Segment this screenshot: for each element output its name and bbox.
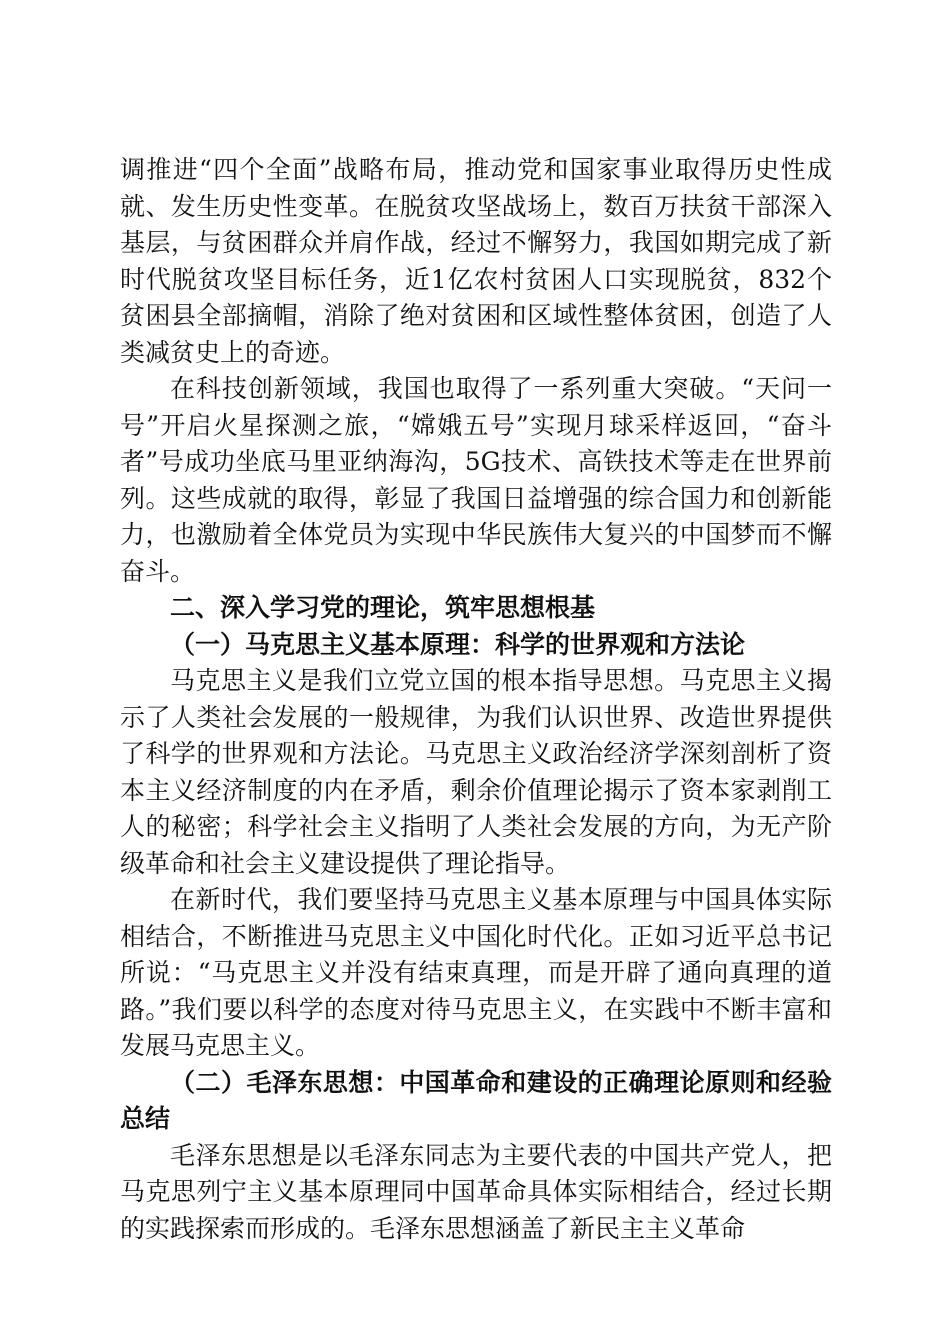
paragraph-mao-thought: 毛泽东思想是以毛泽东同志为主要代表的中国共产党人，把马克思列宁主义基本原理同中国革命具体实际相结合，经过长期的实践探索而形成的。毛泽东思想涵盖了新民主主义革命 [120, 1140, 832, 1243]
paragraph-tech-innovation: 在科技创新领域，我国也取得了一系列重大突破。“天问一号”开启火星探测之旅，“嫦娥五号”实现月球采样返回，“奋斗者”号成功坐底马里亚纳海沟，5G技术、高铁技术等走在世界前列。这些成就的取得，彰显了我国日益增强的综合国力和创新能力，也激励着全体党员为实现中华民族伟大复兴的中国梦而不懈奋斗。 [120, 374, 832, 586]
section-heading: 二、深入学习党的理论，筑牢思想根基 [170, 593, 596, 622]
paragraph-marxism-principles: 马克思主义是我们立党立国的根本指导思想。马克思主义揭示了人类社会发展的一般规律，为我们认识世界、改造世界提供了科学的世界观和方法论。马克思主义政治经济学深刻剖析了资本主义经济制度的内在矛盾，剩余价值理论揭示了资本家剥削工人的秘密；科学社会主义指明了人类社会发展的方向，为无产阶级革命和社会主义建设提供了理论指导。 [120, 666, 832, 878]
subsection-heading-mao-thought: （二）毛泽东思想：中国革命和建设的正确理论原则和经验总结 [120, 1067, 832, 1133]
paragraph-poverty-alleviation: 调推进“四个全面”战略布局，推动党和国家事业取得历史性成就、发生历史性变革。在脱贫攻坚战场上，数百万扶贫干部深入基层，与贫困群众并肩作战，经过不懈努力，我国如期完成了新时代脱贫攻坚目标任务，近1亿农村贫困人口实现脱贫，832个贫困县全部摘帽，消除了绝对贫困和区域性整体贫困，创造了人类减贫史上的奇迹。 [120, 155, 832, 367]
subsection-heading-marxism: （一）马克思主义基本原理：科学的世界观和方法论 [170, 629, 746, 659]
paragraph-new-era: 在新时代，我们要坚持马克思主义基本原理与中国具体实际相结合，不断推进马克思主义中国化时代化。正如习近平总书记所说：“马克思主义并没有结束真理，而是开辟了通向真理的道路。”我们要以科学的态度对待马克思主义，在实践中不断丰富和发展马克思主义。 [120, 885, 832, 1060]
document-page [120, 152, 832, 1247]
